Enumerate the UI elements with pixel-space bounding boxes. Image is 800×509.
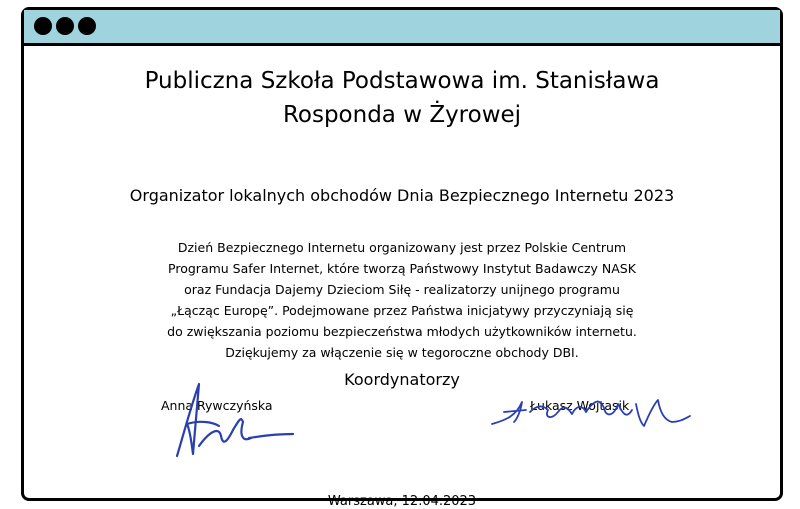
body-line: Programu Safer Internet, które tworzą Państwowy Instytut Badawczy NASK [168, 261, 636, 276]
window-dot-icon[interactable] [56, 17, 74, 35]
signature-left [169, 376, 299, 466]
browser-window [21, 7, 783, 509]
school-name-line: Publiczna Szkoła Podstawowa im. Stanisława [144, 68, 660, 94]
window-titlebar [24, 10, 780, 46]
body-line: Dzień Bezpiecznego Internetu organizowany jest przez Polskie Centrum [177, 240, 627, 255]
signatory-right-name: Łukasz Wojtasik [530, 398, 630, 413]
school-name-line: Rosponda w Żyrowej [282, 102, 522, 128]
window-dot-icon[interactable] [34, 17, 52, 35]
coordinators-label: Koordynatorzy [344, 370, 460, 389]
organizer-title: Organizator lokalnych obchodów Dnia Bezpiecznego Internetu 2023 [129, 186, 675, 205]
certificate-body [24, 237, 780, 363]
body-line: „Łącząc Europę”. Podejmowane przez Państwa inicjatywy przyczyniają się [170, 303, 634, 318]
certificate [24, 46, 780, 509]
window-dot-icon[interactable] [78, 17, 96, 35]
body-line: oraz Fundacja Dajemy Dzieciom Siłę - realizatorzy unijnego programu [184, 282, 620, 297]
body-line: Dziękujemy za włączenie się w tegoroczne obchody DBI. [225, 345, 579, 360]
body-line: do zwiększania poziomu bezpieczeństwa młodych użytkowników internetu. [167, 324, 637, 339]
school-name [24, 64, 780, 132]
date-place: Warszawa, 12.04.2023 [327, 494, 477, 509]
signatory-left-name: Anna Rywczyńska [161, 398, 273, 413]
signature-right [486, 382, 696, 437]
